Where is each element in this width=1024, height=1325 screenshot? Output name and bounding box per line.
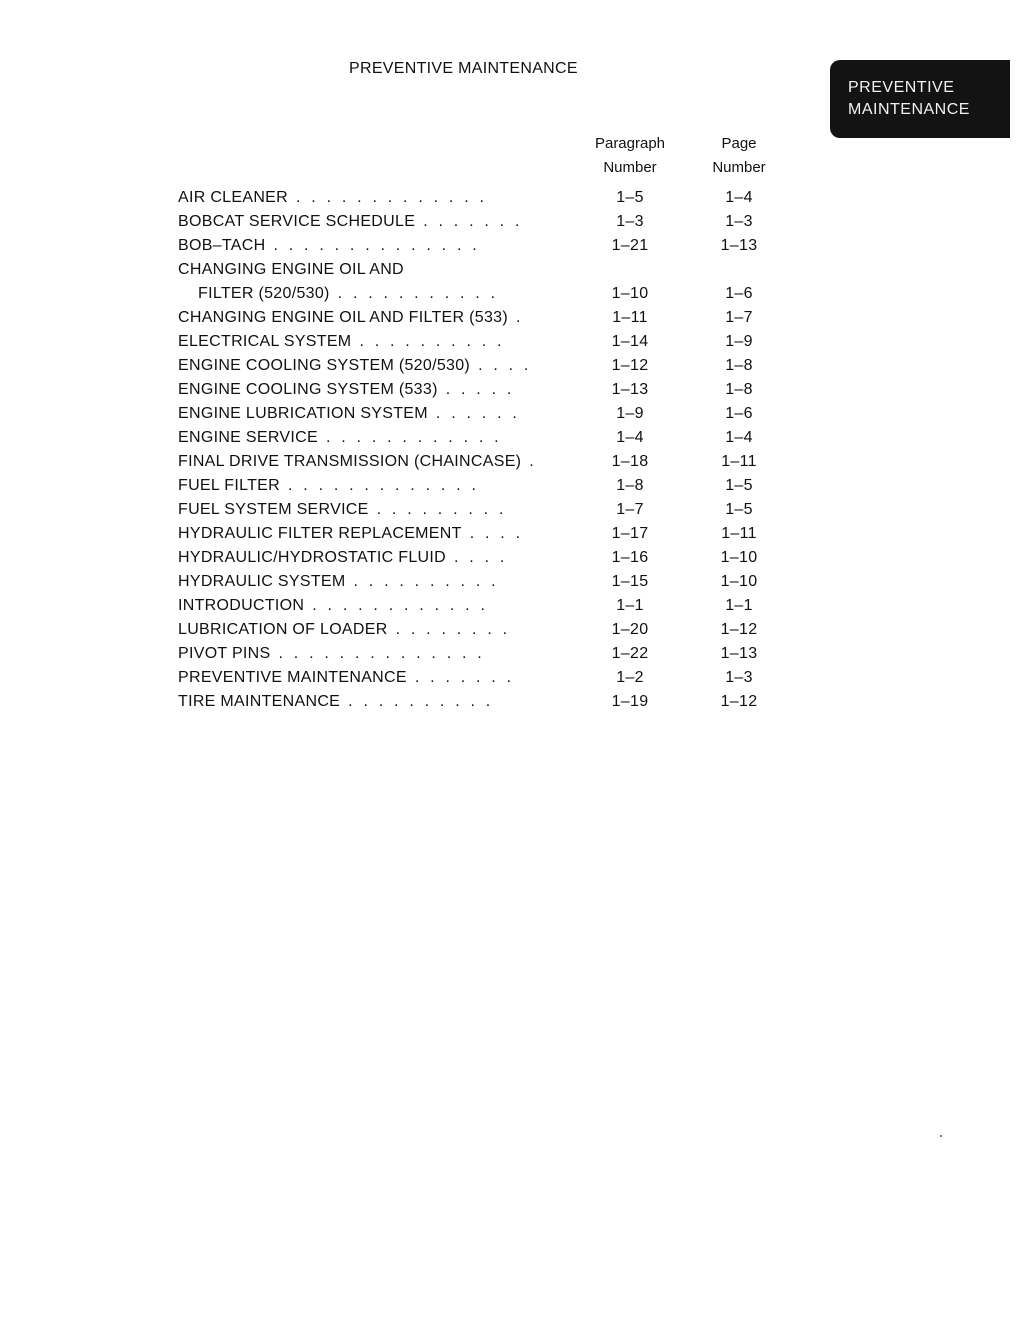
entry-label: FUEL FILTER <box>178 477 280 494</box>
paragraph-number: 1–5 <box>616 189 644 206</box>
dot-leader: . . . . <box>478 357 532 374</box>
index-entry <box>178 354 778 378</box>
entry-title <box>178 546 558 570</box>
entry-title <box>178 186 558 210</box>
page-number: 1–12 <box>720 693 758 710</box>
page-number: 1–6 <box>725 285 753 302</box>
entry-title <box>178 402 558 426</box>
paragraph-number: 1–3 <box>616 213 644 230</box>
dot-leader: . . . . . . <box>435 405 521 422</box>
entry-label: INTRODUCTION <box>178 597 305 614</box>
paragraph-number: 1–4 <box>616 429 644 446</box>
index-entry <box>178 474 778 498</box>
entry-title <box>178 234 558 258</box>
entry-title <box>178 426 558 450</box>
paragraph-number: 1–9 <box>616 405 644 422</box>
index-entry <box>178 570 778 594</box>
page-number: 1–12 <box>720 621 758 638</box>
page-number: 1–1 <box>725 597 753 614</box>
index-entry <box>178 186 778 210</box>
dot-leader: . . . . . . . . . . . . . <box>287 477 480 494</box>
dot-leader: . . . . . . . . . . <box>348 693 494 710</box>
dot-leader: . . . . . . . . . . . . <box>312 597 489 614</box>
dot-leader: . . . . . . . <box>414 669 515 686</box>
paragraph-number: 1–14 <box>611 333 649 350</box>
paragraph-header-line2: Number <box>603 159 657 176</box>
paragraph-number: 1–12 <box>611 357 649 374</box>
paragraph-number: 1–15 <box>611 573 649 590</box>
dot-leader: . . . . <box>453 549 508 566</box>
dot-leader: . . . . . . . . . . <box>353 573 499 590</box>
dot-leader: . <box>515 309 524 326</box>
page-number: 1–8 <box>725 357 753 374</box>
dot-leader: . . . . . . . . <box>395 621 511 638</box>
entry-continuation-text: FILTER (520/530) <box>198 285 330 302</box>
paragraph-number: 1–19 <box>611 693 649 710</box>
section-tab-line1: PREVENTIVE <box>848 79 955 96</box>
page-number: 1–10 <box>720 573 758 590</box>
index-entry <box>178 546 778 570</box>
paragraph-number: 1–13 <box>611 381 649 398</box>
entry-label: FUEL SYSTEM SERVICE <box>178 501 369 518</box>
entry-label: CHANGING ENGINE OIL AND FILTER (533) <box>178 309 508 326</box>
entry-title <box>178 378 558 402</box>
entry-title <box>178 594 558 618</box>
entry-title <box>178 450 558 474</box>
index-entry <box>178 498 778 522</box>
entry-label: HYDRAULIC/HYDROSTATIC FLUID <box>178 549 446 566</box>
index-entry <box>178 378 778 402</box>
dot-leader: . . . . . . . . . <box>376 501 507 518</box>
paragraph-header-line1: Paragraph <box>594 135 666 152</box>
paragraph-number: 1–21 <box>611 237 649 254</box>
index-entry <box>178 210 778 234</box>
index-entry <box>178 258 778 306</box>
entry-label: ELECTRICAL SYSTEM <box>178 333 352 350</box>
entry-label: TIRE MAINTENANCE <box>178 693 341 710</box>
entry-label: CHANGING ENGINE OIL AND <box>178 261 404 278</box>
index-list <box>178 186 778 714</box>
index-entry <box>178 690 778 714</box>
entry-title <box>178 570 558 594</box>
entry-label: ENGINE COOLING SYSTEM (533) <box>178 381 438 398</box>
index-entry <box>178 306 778 330</box>
dot-leader: . . . . . <box>445 381 515 398</box>
entry-title <box>178 618 558 642</box>
page-number: 1–4 <box>725 189 753 206</box>
entry-label: HYDRAULIC SYSTEM <box>178 573 346 590</box>
paragraph-number: 1–10 <box>611 285 649 302</box>
dot-leader: . . . . . . . . . . . . . . <box>273 237 480 254</box>
page-number: 1–10 <box>720 549 758 566</box>
page-number: 1–5 <box>725 477 753 494</box>
index-entry <box>178 426 778 450</box>
index-entry <box>178 330 778 354</box>
entry-label-continuation <box>178 282 558 306</box>
index-entry <box>178 234 778 258</box>
index-entry <box>178 594 778 618</box>
paragraph-number: 1–17 <box>611 525 649 542</box>
index-entry <box>178 522 778 546</box>
dot-leader: . . . . . . . . . . . . <box>325 429 502 446</box>
entry-title <box>178 354 558 378</box>
paragraph-number: 1–16 <box>611 549 649 566</box>
page-number: 1–13 <box>720 645 758 662</box>
dot-leader: . . . . . . . . . . . . . <box>296 189 488 206</box>
index-entry <box>178 666 778 690</box>
paragraph-number: 1–11 <box>612 309 648 326</box>
page-number: 1–3 <box>725 669 753 686</box>
entry-title <box>178 642 558 666</box>
dot-leader: . . . . . . . . . . <box>359 333 505 350</box>
entry-label: ENGINE SERVICE <box>178 429 318 446</box>
page-number: 1–13 <box>720 237 758 254</box>
paragraph-number: 1–7 <box>616 501 644 518</box>
entry-label: HYDRAULIC FILTER REPLACEMENT <box>178 525 462 542</box>
index-entry <box>178 618 778 642</box>
entry-title <box>178 258 558 306</box>
entry-label: AIR CLEANER <box>178 189 288 206</box>
entry-label: PIVOT PINS <box>178 645 271 662</box>
entry-title <box>178 330 558 354</box>
section-tab <box>830 60 1010 138</box>
page-number-header <box>684 132 794 180</box>
entry-label: ENGINE LUBRICATION SYSTEM <box>178 405 428 422</box>
page-header-line1: Page <box>721 135 757 152</box>
index-entry <box>178 450 778 474</box>
entry-title <box>178 690 558 714</box>
page-number: 1–4 <box>725 429 753 446</box>
entry-title <box>178 666 558 690</box>
entry-title <box>178 210 558 234</box>
page-title: PREVENTIVE MAINTENANCE <box>349 60 578 77</box>
page-header-line2: Number <box>712 159 766 176</box>
dot-leader: . . . . . . . <box>423 213 523 230</box>
page-number: 1–11 <box>721 525 757 542</box>
entry-title <box>178 498 558 522</box>
entry-label: ENGINE COOLING SYSTEM (520/530) <box>178 357 471 374</box>
page-number: 1–6 <box>725 405 753 422</box>
page-number: 1–11 <box>721 453 757 470</box>
entry-label: FINAL DRIVE TRANSMISSION (CHAINCASE) <box>178 453 522 470</box>
dot-leader: . . . . <box>469 525 524 542</box>
page-number: 1–9 <box>725 333 753 350</box>
page-number: 1–3 <box>725 213 753 230</box>
page-number: 1–8 <box>725 381 753 398</box>
dot-leader: . . . . . . . . . . . <box>337 285 499 302</box>
section-tab-line2: MAINTENANCE <box>848 101 970 118</box>
paragraph-number: 1–8 <box>616 477 644 494</box>
entry-label: BOBCAT SERVICE SCHEDULE <box>178 213 416 230</box>
entry-title <box>178 522 558 546</box>
page-number: 1–7 <box>725 309 753 326</box>
index-entry <box>178 402 778 426</box>
dot-leader: . <box>529 453 537 470</box>
entry-label: PREVENTIVE MAINTENANCE <box>178 669 407 686</box>
paragraph-number: 1–22 <box>611 645 649 662</box>
dot-leader: . . . . . . . . . . . . . . <box>278 645 485 662</box>
paragraph-number: 1–1 <box>616 597 644 614</box>
index-entry <box>178 642 778 666</box>
paragraph-number-header <box>575 132 685 180</box>
paragraph-number: 1–20 <box>611 621 649 638</box>
entry-label: LUBRICATION OF LOADER <box>178 621 388 638</box>
paragraph-number: 1–18 <box>611 453 649 470</box>
paragraph-number: 1–2 <box>616 669 644 686</box>
scan-speck <box>940 1135 942 1137</box>
entry-label: BOB–TACH <box>178 237 266 254</box>
page-number: 1–5 <box>725 501 753 518</box>
entry-title <box>178 474 558 498</box>
entry-title <box>178 306 558 330</box>
